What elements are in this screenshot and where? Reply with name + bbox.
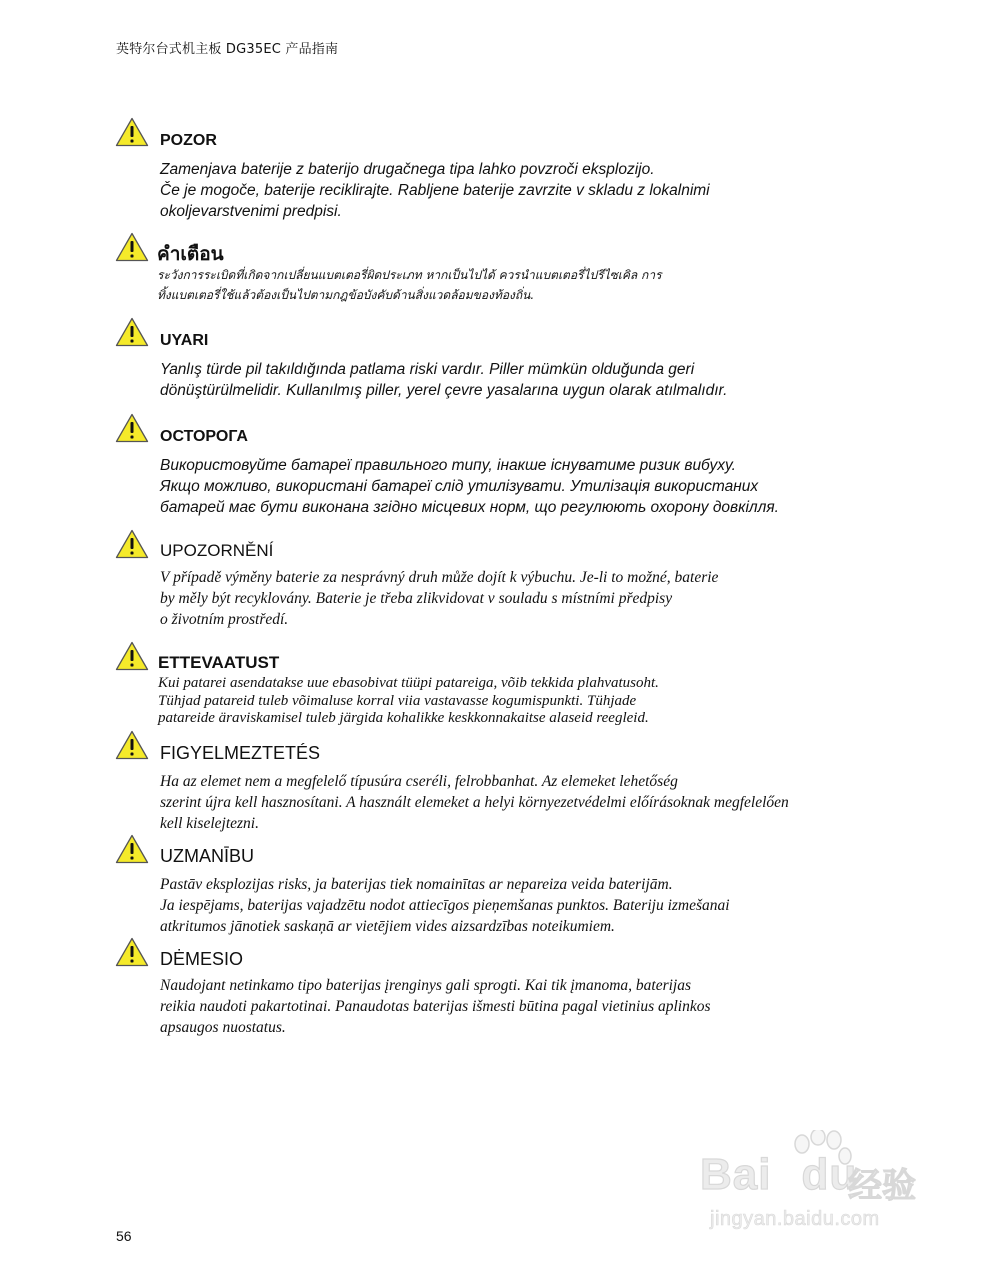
warning-triangle-icon (115, 730, 149, 760)
warning-title: FIGYELMEZTETÉS (160, 743, 321, 763)
watermark-url: jingyan.baidu.com (710, 1208, 880, 1230)
warning-title: DĖMESIO (160, 949, 244, 969)
warning-text: Pastāv eksplozijas risks, ja baterijas tiek nomainītas ar nepareiza veida baterijām. Ja iespējams, baterijas vajadzētu nodot attiecīgos pieņemšanas punktos. Bateriju izmešanai atkritumos jānotiek saskaņā ar vietējiem vides aizsardzības noteikumiem. (160, 876, 730, 935)
warning-text: Kui patarei asendatakse uue ebasobivat tüüpi patareiga, võib tekkida plahvatusoht. Tühjad patareid tuleb võimaluse korral viia vastavasse kogumispunkti. Tühjade patareide äraviskamisel tuleb järgida kohalikke keskkonnakaitse alaseid reegleid. (158, 675, 659, 726)
warning-title: ETTEVAATUST (158, 653, 280, 672)
warning-title: คำเตือน (157, 243, 224, 265)
warning-title: UZMANĪBU (160, 846, 254, 866)
baidu-jingyan-watermark (700, 1128, 940, 1238)
warning-text: V případě výměny baterie za nesprávný druh může dojít k výbuchu. Je-li to možné, baterie by měly být recyklovány. Baterie je třeba zlikvidovat v souladu s místními předpisy o životním prostředí. (160, 569, 719, 628)
warning-triangle-icon (115, 232, 149, 262)
warning-triangle-icon (115, 117, 149, 147)
warning-text: ระวังการระเบิดที่เกิดจากเปลี่ยนแบตเตอรี่ผิดประเภท หากเป็นไปได้ ควรนำแบตเตอรี่ไปรีไซเคิล การ ทิ้งแบตเตอรี่ใช้แล้วต้องเป็นไปตามกฎข้อบังคับด้านสิ่งแวดล้อมของท้องถิ่น. (157, 268, 662, 302)
warning-text: Ha az elemet nem a megfelelő típusúra cseréli, felrobbanhat. Az elemeket lehetőség szerint újra kell hasznosítani. A használt elemeket a helyi környezetvédelmi előírásoknak megfelelően kell kiselejtezni. (160, 773, 789, 832)
watermark-cn: 经验 (848, 1166, 916, 1206)
warning-title: UYARI (160, 332, 209, 349)
watermark-brand: Bai du (700, 1150, 858, 1199)
warning-title: UPOZORNĚNÍ (160, 541, 274, 560)
warning-text: Naudojant netinkamo tipo baterijas įrenginys gali sprogti. Kai tik įmanoma, baterijas reikia naudoti pakartotinai. Panaudotas baterijas išmesti būtina pagal vietinius aplinkos apsaugos nuostatus. (160, 977, 711, 1036)
warning-text: Використовуйте батареї правильного типу, інакше існуватиме ризик вибуху. Якщо можливо, використані батареї слід утилізувати. Утилізація використаних батарей має бути виконана згідно місцевих норм, що регулюють охорону довкілля. (160, 457, 779, 516)
warning-triangle-icon (115, 317, 149, 347)
warning-triangle-icon (115, 641, 149, 671)
warning-triangle-icon (115, 529, 149, 559)
warning-text: Yanlış türde pil takıldığında patlama riski vardır. Piller mümkün olduğunda geri dönüştürülmelidir. Kullanılmış piller, yerel çevre yasalarına uygun olarak atılmalıdır. (160, 361, 728, 399)
page-header: 英特尔台式机主板 DG35EC 产品指南 (116, 42, 339, 57)
warning-title: POZOR (160, 132, 217, 149)
warning-title: ОСТОРОГА (160, 428, 248, 445)
warning-triangle-icon (115, 413, 149, 443)
page-number: 56 (116, 1228, 132, 1244)
warning-text: Zamenjava baterije z baterijo drugačnega tipa lahko povzroči eksplozijo. Če je mogoče, baterije reciklirajte. Rabljene baterije zavrzite v skladu z lokalnimi okoljevarstvenimi predpisi. (160, 161, 710, 220)
warning-triangle-icon (115, 937, 149, 967)
warning-triangle-icon (115, 834, 149, 864)
